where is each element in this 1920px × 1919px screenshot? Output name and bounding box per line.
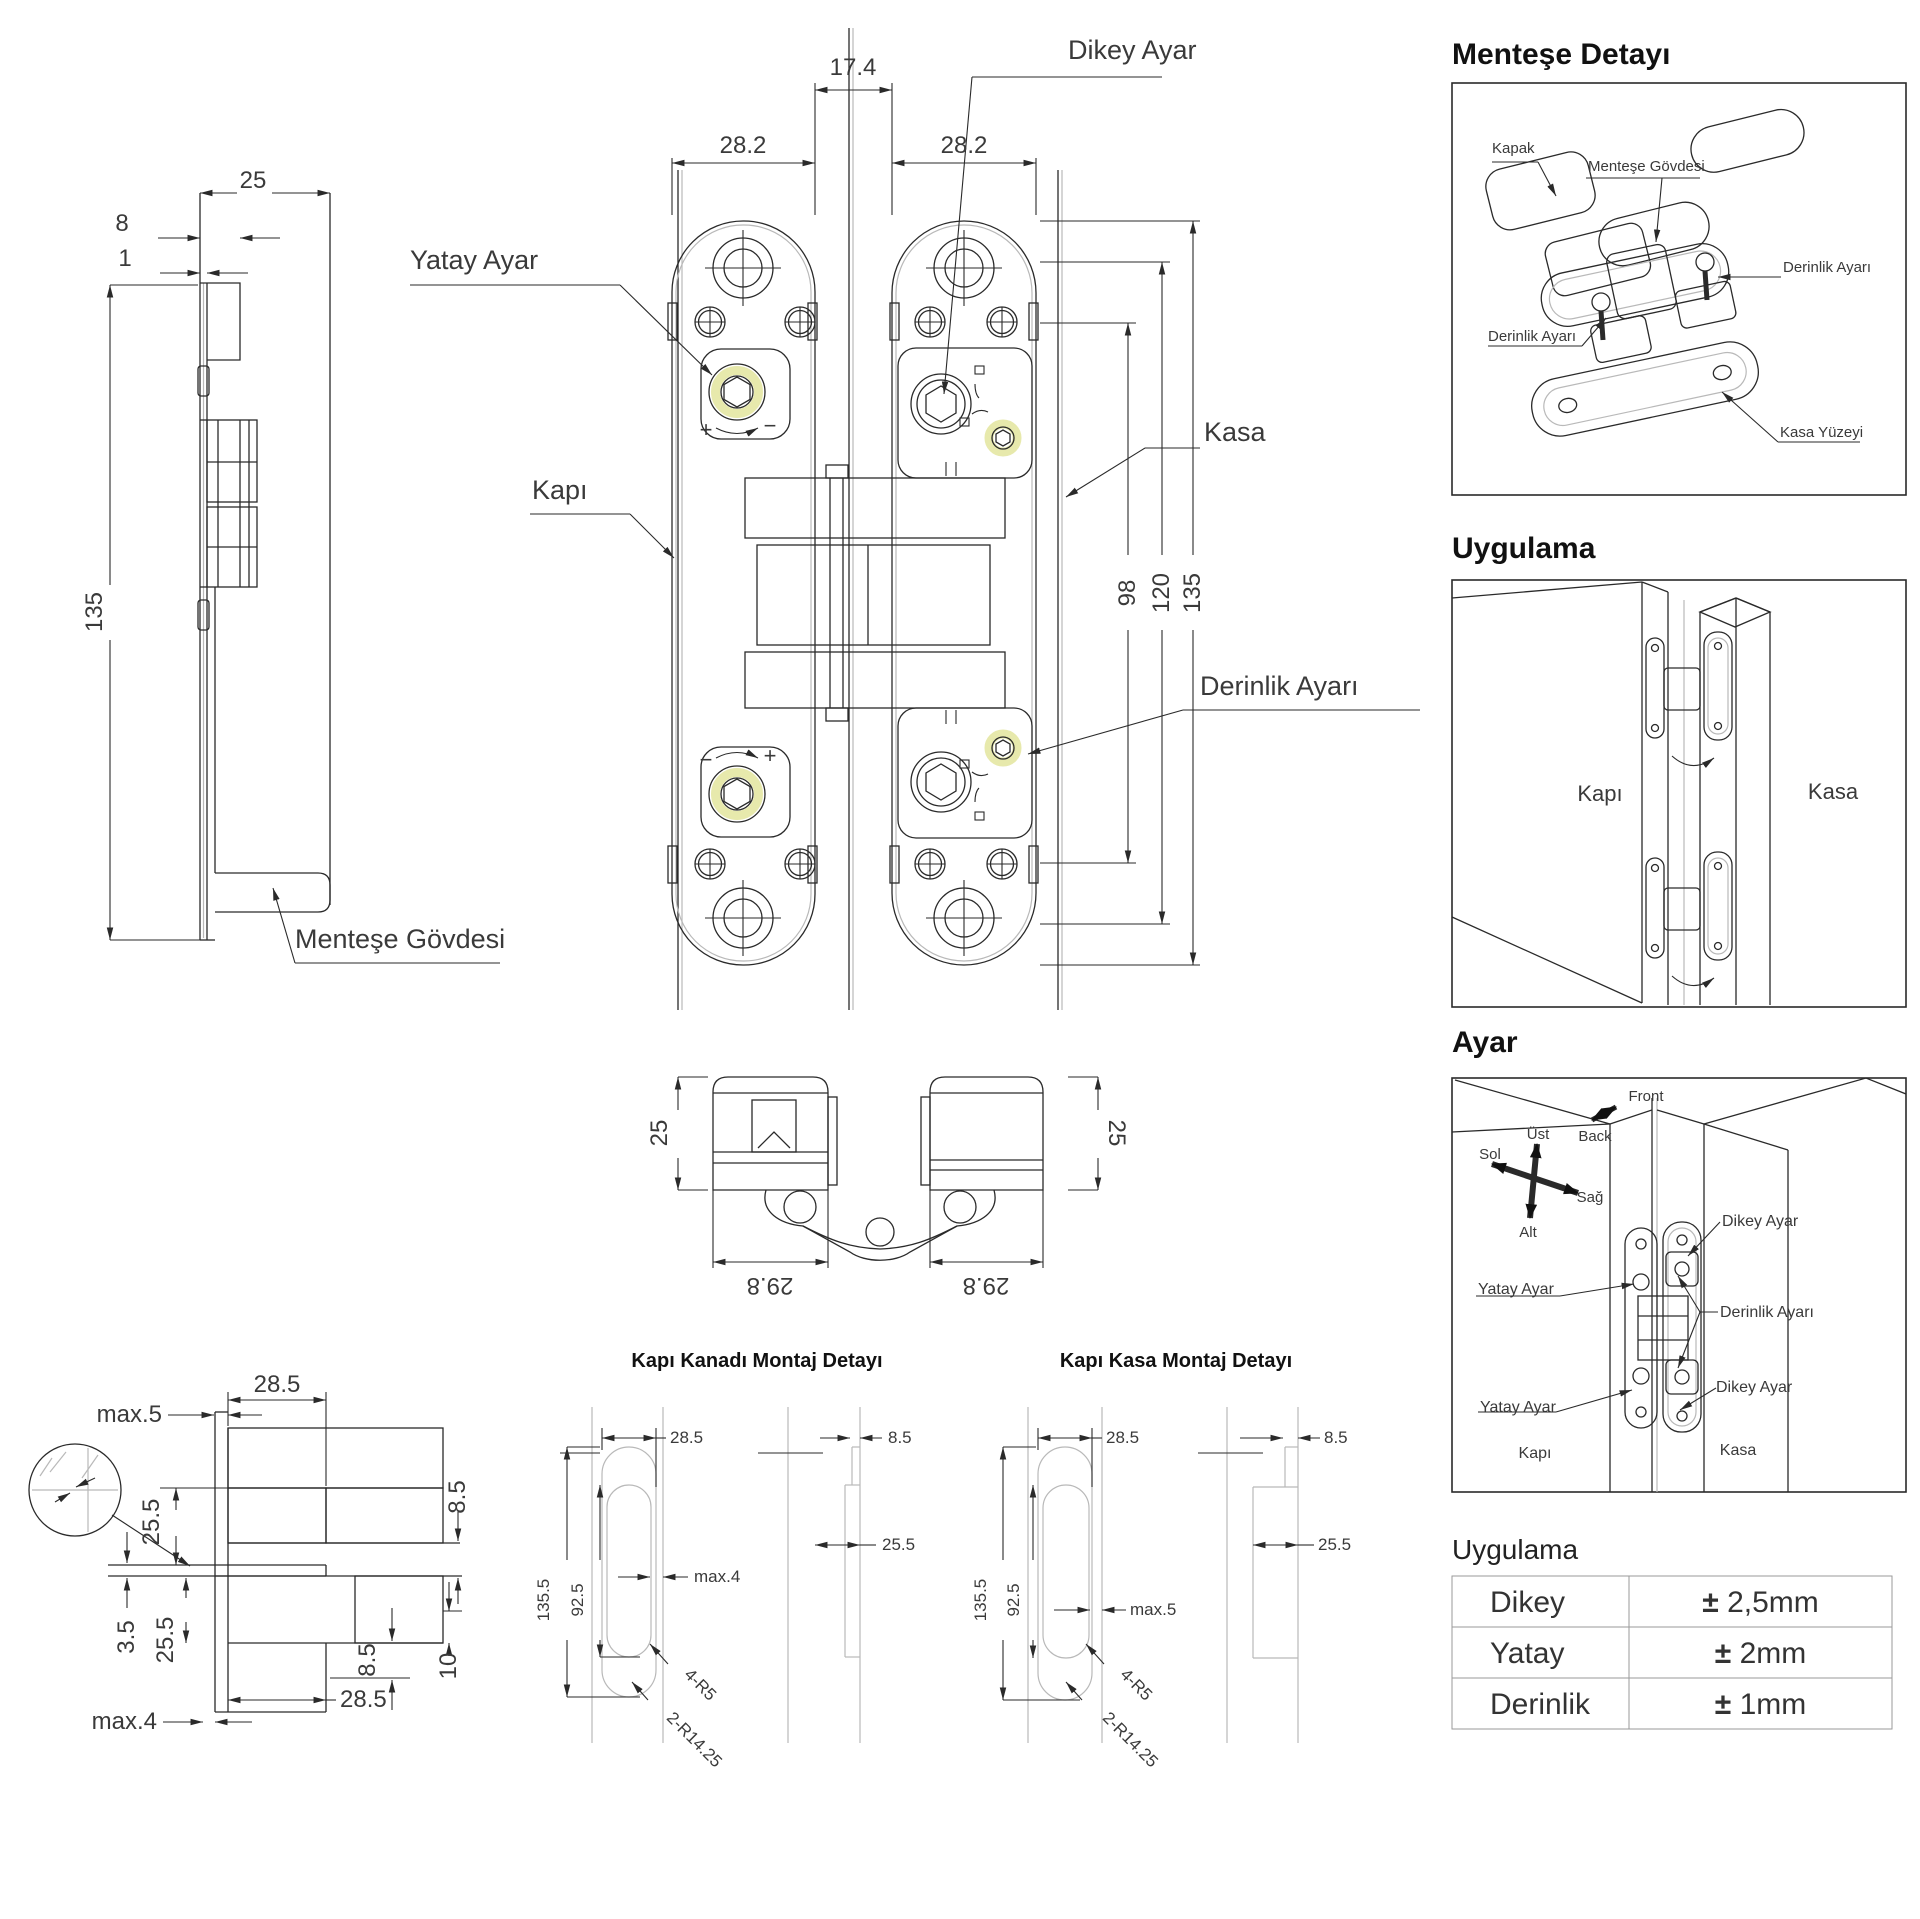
section-dim-top-width: 28.5 xyxy=(253,1371,301,1398)
leaf-dim-depth: 25.5 xyxy=(882,1535,916,1554)
adjustment-label-yatay-top: Yatay Ayar xyxy=(1478,1281,1554,1298)
vertical-depth-module-bottom xyxy=(898,708,1032,838)
tolerance-row-value-yatay xyxy=(1629,1637,1892,1671)
section-dim-35: 3.5 xyxy=(113,1620,140,1654)
front-label-kasa: Kasa xyxy=(1204,417,1266,447)
adjust-minus-bottom: − xyxy=(699,747,713,772)
frame-dim-depth-offset: 8.5 xyxy=(1324,1428,1348,1447)
hinge-link-block xyxy=(745,465,1005,721)
hinge-detail-label-govde: Menteşe Gövdesi xyxy=(1588,158,1705,175)
front-dim-98: 98 xyxy=(1114,579,1141,607)
side-dim-offset: 8 xyxy=(115,210,129,237)
hinge-detail-label-kapak: Kapak xyxy=(1492,140,1535,157)
front-dim-135: 135 xyxy=(1179,572,1206,614)
adjustment-label-dikey-top: Dikey Ayar xyxy=(1722,1213,1799,1230)
leaf-detail-dimensions xyxy=(567,1428,882,1700)
vertical-depth-module-top xyxy=(898,348,1032,478)
frame-detail-title: Kapı Kasa Montaj Detayı xyxy=(1059,1350,1293,1372)
tolerance-row-label-derinlik: Derinlik xyxy=(1490,1688,1591,1721)
leaf-dim-inner-height: 92.5 xyxy=(568,1583,587,1617)
application-panel-title: Uygulama xyxy=(1452,532,1596,565)
adjustment-label-front: Front xyxy=(1628,1088,1664,1105)
section-dim-85-a: 8.5 xyxy=(444,1480,471,1514)
side-view-drawing xyxy=(110,193,500,963)
application-label-kapi: Kapı xyxy=(1577,781,1623,806)
section-view-dimensions xyxy=(127,1392,462,1722)
adjust-minus-top: − xyxy=(763,413,777,438)
hinge-detail-label-kasa-yuzeyi: Kasa Yüzeyi xyxy=(1780,424,1864,441)
side-dim-width: 25 xyxy=(239,167,267,194)
adjustment-label-yatay-bottom: Yatay Ayar xyxy=(1480,1399,1556,1416)
adjust-plus-top: + xyxy=(699,417,713,442)
front-label-yatay-ayar: Yatay Ayar xyxy=(410,245,539,275)
top-dim-left-height: 25 xyxy=(646,1119,673,1147)
top-dim-right-height: 25 xyxy=(1103,1119,1130,1147)
tolerance-value: 2,5mm xyxy=(1727,1586,1819,1619)
adjustment-label-sol: Sol xyxy=(1479,1146,1501,1163)
front-dim-gap: 17.4 xyxy=(829,54,877,81)
side-label-body: Menteşe Gövdesi xyxy=(295,924,506,954)
side-dim-gap: 1 xyxy=(118,245,132,272)
front-dim-left-width: 28.2 xyxy=(719,132,767,159)
tolerance-row-value-derinlik xyxy=(1629,1688,1892,1722)
top-view-dimensions xyxy=(678,1077,1098,1268)
section-dim-85-b: 8.5 xyxy=(354,1643,381,1677)
frame-dim-max: max.5 xyxy=(1130,1600,1177,1619)
frame-dim-inner-height: 92.5 xyxy=(1004,1583,1023,1617)
frame-dim-radius: 4-R5 xyxy=(1116,1664,1157,1705)
front-label-dikey-ayar: Dikey Ayar xyxy=(1068,35,1197,65)
frame-dim-depth: 25.5 xyxy=(1318,1535,1352,1554)
frame-detail-dimensions xyxy=(1003,1428,1320,1700)
front-label-derinlik-ayari: Derinlik Ayarı xyxy=(1200,671,1359,701)
section-dim-255-a: 25.5 xyxy=(138,1498,165,1546)
front-label-kapi: Kapı xyxy=(532,475,588,505)
tolerance-row-value-dikey xyxy=(1629,1586,1892,1620)
adjustment-label-dikey-bottom: Dikey Ayar xyxy=(1716,1379,1793,1396)
leaf-dim-width: 28.5 xyxy=(670,1428,704,1447)
section-dim-max5: max.5 xyxy=(96,1401,162,1428)
section-dim-max4: max.4 xyxy=(91,1708,157,1735)
adjustment-label-sag: Sağ xyxy=(1576,1189,1604,1206)
tolerance-row-label-yatay: Yatay xyxy=(1490,1637,1565,1670)
adjustment-label-alt: Alt xyxy=(1519,1224,1537,1241)
plus-minus-sign: ± xyxy=(1714,1688,1732,1721)
frame-dim-height: 135.5 xyxy=(971,1578,990,1622)
top-dim-right-width: 29.8 xyxy=(962,1272,1010,1299)
front-view-drawing xyxy=(410,28,1420,1010)
application-hinge-top xyxy=(1646,632,1732,766)
adjustment-label-kasa: Kasa xyxy=(1719,1442,1757,1459)
hinge-detail-panel-title: Menteşe Detayı xyxy=(1452,38,1671,71)
section-dim-bottom-width: 28.5 xyxy=(340,1686,387,1713)
side-dim-height: 135 xyxy=(81,591,108,633)
depth-screw-right xyxy=(1696,253,1714,300)
tolerance-row-label-dikey: Dikey xyxy=(1490,1586,1566,1619)
adjustment-label-ust: Üst xyxy=(1526,1126,1550,1143)
adjustment-panel-title: Ayar xyxy=(1452,1026,1518,1059)
hinge-detail-label-derinlik-left: Derinlik Ayarı xyxy=(1488,328,1577,345)
plus-minus-sign: ± xyxy=(1702,1586,1719,1619)
leaf-dim-max: max.4 xyxy=(694,1567,741,1586)
front-view-dimensions xyxy=(410,77,1420,965)
front-dim-120: 120 xyxy=(1148,572,1175,614)
application-label-kasa: Kasa xyxy=(1807,779,1859,804)
top-view-drawing xyxy=(678,1077,1098,1268)
frame-detail-drawing xyxy=(1003,1407,1320,1743)
adjust-plus-bottom: + xyxy=(763,743,777,768)
plus-minus-sign: ± xyxy=(1714,1637,1732,1670)
adjustment-label-derinlik: Derinlik Ayarı xyxy=(1720,1304,1814,1321)
leaf-dim-radius: 4-R5 xyxy=(680,1664,721,1705)
section-view-drawing xyxy=(29,1392,462,1722)
application-hinge-bottom xyxy=(1646,852,1732,986)
frame-dim-radius2: 2-R14.25 xyxy=(1098,1708,1162,1772)
tolerance-value: 1mm xyxy=(1739,1688,1807,1721)
leaf-dim-depth-offset: 8.5 xyxy=(888,1428,912,1447)
frame-dim-width: 28.5 xyxy=(1106,1428,1140,1447)
adjustment-label-back: Back xyxy=(1578,1128,1612,1145)
section-dim-10: 10 xyxy=(435,1652,462,1680)
tolerance-table-title: Uygulama xyxy=(1452,1534,1579,1565)
leaf-dim-height: 135.5 xyxy=(534,1578,553,1622)
leaf-dim-radius2: 2-R14.25 xyxy=(662,1708,726,1772)
top-dim-left-width: 29.8 xyxy=(746,1272,794,1299)
adjustment-label-kapi: Kapı xyxy=(1518,1445,1552,1462)
leaf-detail-title: Kapı Kanadı Montaj Detayı xyxy=(631,1350,883,1372)
hinge-detail-label-derinlik-right: Derinlik Ayarı xyxy=(1783,259,1872,276)
section-dim-255-b: 25.5 xyxy=(152,1616,179,1664)
front-dim-right-width: 28.2 xyxy=(940,132,988,159)
tolerance-value: 2mm xyxy=(1739,1637,1807,1670)
